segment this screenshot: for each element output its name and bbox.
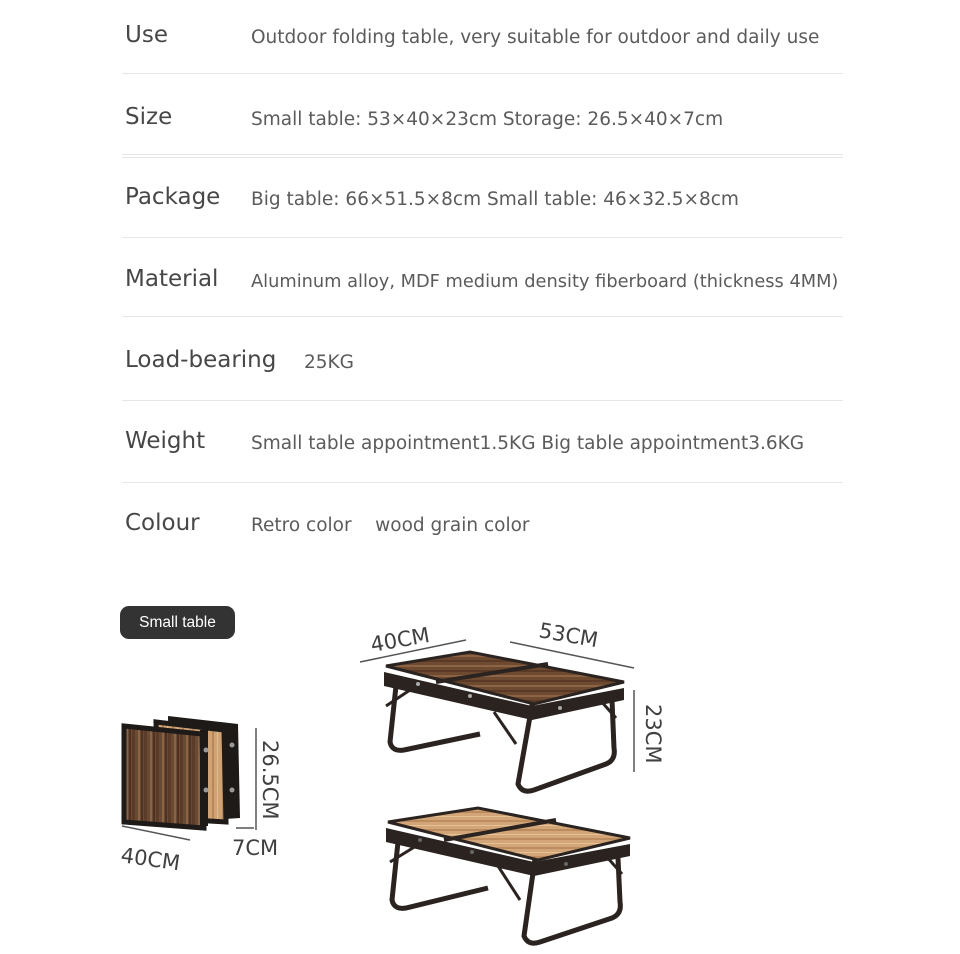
folded-height-label: 26.5CM — [258, 740, 282, 820]
open-table-natural — [386, 808, 630, 943]
spec-label: Weight — [125, 428, 206, 454]
spec-value: 25KG — [304, 352, 355, 373]
open-width-label: 53CM — [537, 618, 600, 653]
spec-label: Package — [125, 184, 221, 210]
open-depth-label: 40CM — [368, 622, 432, 657]
small-table-badge: Small table — [120, 606, 235, 639]
open-height-label: 23CM — [641, 704, 665, 764]
spec-value: Big table: 66×51.5×8cm Small table: 46×32.5×8cm — [251, 189, 739, 210]
spec-label: Load-bearing — [125, 347, 277, 373]
spec-value: Aluminum alloy, MDF medium density fiberboard (thickness 4MM) — [251, 271, 839, 292]
spec-label: Size — [125, 104, 173, 130]
spec-value: Outdoor folding table, very suitable for outdoor and daily use — [251, 27, 820, 48]
spec-value: Retro color wood grain color — [251, 515, 530, 536]
spec-value: Small table: 53×40×23cm Storage: 26.5×40×7cm — [251, 109, 724, 130]
spec-value: Small table appointment1.5KG Big table appointment3.6KG — [251, 433, 805, 454]
folded-depth-label: 7CM — [232, 836, 279, 860]
open-table-retro — [384, 652, 624, 791]
folded-width-label: 40CM — [119, 843, 182, 876]
spec-label: Use — [125, 22, 168, 48]
spec-label: Material — [125, 266, 219, 292]
spec-label: Colour — [125, 510, 200, 536]
